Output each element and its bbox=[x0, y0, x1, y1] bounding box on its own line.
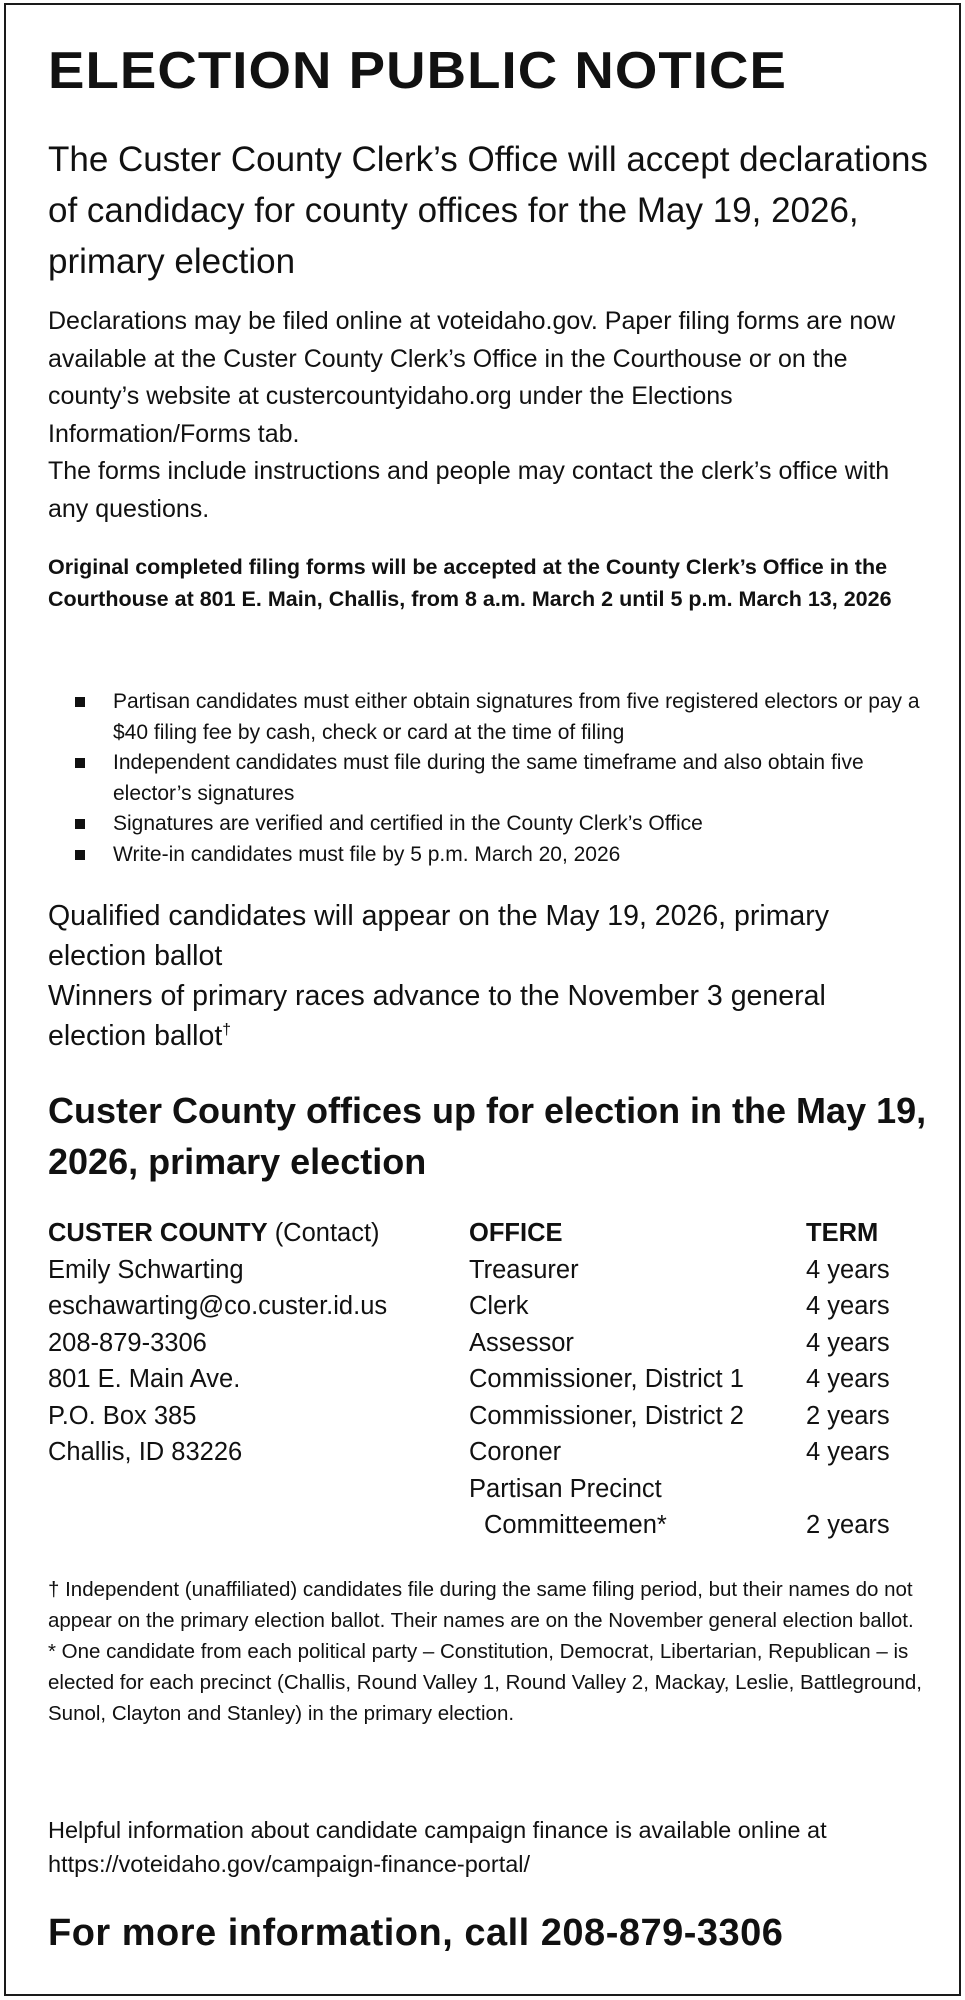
list-item bbox=[48, 809, 928, 840]
list-item-text: Partisan candidates must either obtain signatures from five registered electors or pay a $40 filing fee by cash, check or card at the time of filing bbox=[113, 690, 920, 744]
list-item-text: Signatures are verified and certified in the County Clerk’s Office bbox=[113, 812, 703, 835]
filing-info-instructions: The forms include instructions and people may contact the clerk’s office with any questions. bbox=[48, 457, 890, 523]
office-cell: Commissioner, District 1 bbox=[469, 1365, 744, 1393]
bullet-square-icon bbox=[75, 697, 85, 707]
contact-name: Emily Schwarting bbox=[48, 1255, 244, 1284]
office-cell: Assessor bbox=[469, 1328, 574, 1357]
notice-title: ELECTION PUBLIC NOTICE bbox=[48, 42, 787, 100]
bullet-square-icon bbox=[75, 850, 85, 860]
term-cell: 2 years bbox=[806, 1511, 890, 1539]
dagger-footnote: † Independent (unaffiliated) candidates file during the same filing period, but their names do not appear on the primary election ballot. Their names are on the November general election ballot. bbox=[48, 1578, 914, 1632]
contact-header-normal: (Contact) bbox=[274, 1219, 380, 1247]
term-cell: 4 years bbox=[806, 1365, 890, 1393]
winners-text: Winners of primary races advance to the November 3 general election ballot bbox=[48, 980, 826, 1052]
dagger-mark: † bbox=[222, 1021, 232, 1039]
list-item-text: Write-in candidates must file by 5 p.m. March 20, 2026 bbox=[113, 842, 621, 866]
qualified-candidates bbox=[48, 896, 928, 1056]
contact-po-box: P.O. Box 385 bbox=[48, 1401, 197, 1430]
star-footnote: * One candidate from each political party – Constitution, Democrat, Libertarian, Republican – is elected for each precinct (Challis, Round Valley 1, Round Valley 2, Mackay, Leslie, Battleground, Sunol, Clayton and Stanley) in the primary election. bbox=[48, 1640, 922, 1725]
footnotes bbox=[48, 1574, 928, 1729]
bullet-square-icon bbox=[75, 819, 85, 829]
term-cell: 4 years bbox=[806, 1328, 890, 1357]
term-cell: 4 years bbox=[806, 1255, 890, 1284]
contact-street: 801 E. Main Ave. bbox=[48, 1365, 241, 1393]
office-header: OFFICE bbox=[469, 1219, 563, 1247]
winners-line bbox=[48, 976, 928, 1056]
acceptance-details: Original completed filing forms will be accepted at the County Clerk’s Office in the Courthouse at 801 E. Main, Challis, from 8 a.m. March 2 until 5 p.m. March 13, 2026 bbox=[48, 555, 892, 611]
term-column bbox=[806, 1215, 926, 1544]
filing-info-online: Declarations may be filed online at voteidaho.gov. Paper filing forms are now available at the Custer County Clerk’s Office in the Courthouse or on the county’s website at custercountyidaho.org under the Elections Information/Forms tab. bbox=[48, 307, 896, 448]
office-cell: Committeemen* bbox=[484, 1511, 667, 1539]
contact-phone: 208-879-3306 bbox=[48, 1328, 207, 1357]
contact-header-bold: CUSTER COUNTY bbox=[48, 1219, 268, 1247]
list-item-text: Independent candidates must file during the same timeframe and also obtain five elector’s signatures bbox=[113, 751, 864, 805]
term-cell: 4 years bbox=[806, 1438, 890, 1466]
campaign-finance-info: Helpful information about candidate campaign finance is available online at https://voteidaho.gov/campaign-finance-portal/ bbox=[48, 1817, 827, 1877]
list-item bbox=[48, 840, 928, 871]
term-cell: 4 years bbox=[806, 1292, 890, 1320]
office-column bbox=[469, 1215, 799, 1544]
closing-contact-line: For more information, call 208-879-3306 bbox=[48, 1912, 784, 1954]
office-cell: Partisan Precinct bbox=[469, 1474, 662, 1503]
contact-column bbox=[48, 1215, 458, 1471]
office-cell: Coroner bbox=[469, 1438, 562, 1466]
term-spacer bbox=[806, 1471, 926, 1508]
office-cell: Commissioner, District 2 bbox=[469, 1401, 744, 1430]
notice-subtitle: The Custer County Clerk’s Office will accept declarations of candidacy for county offices for the May 19, 2026, primary election bbox=[48, 140, 928, 281]
term-header: TERM bbox=[806, 1219, 879, 1247]
office-cell: Clerk bbox=[469, 1292, 529, 1320]
filing-info bbox=[48, 303, 928, 528]
term-cell: 2 years bbox=[806, 1401, 890, 1430]
office-cell: Treasurer bbox=[469, 1255, 579, 1284]
contact-city: Challis, ID 83226 bbox=[48, 1438, 243, 1466]
list-item bbox=[48, 748, 928, 809]
list-item bbox=[48, 687, 928, 748]
offices-heading: Custer County offices up for election in the May 19, 2026, primary election bbox=[48, 1090, 927, 1182]
qualified-line: Qualified candidates will appear on the May 19, 2026, primary election ballot bbox=[48, 900, 830, 972]
contact-header bbox=[48, 1215, 458, 1252]
requirements-list bbox=[48, 687, 928, 870]
contact-email: eschawarting@co.custer.id.us bbox=[48, 1292, 388, 1320]
bullet-square-icon bbox=[75, 758, 85, 768]
